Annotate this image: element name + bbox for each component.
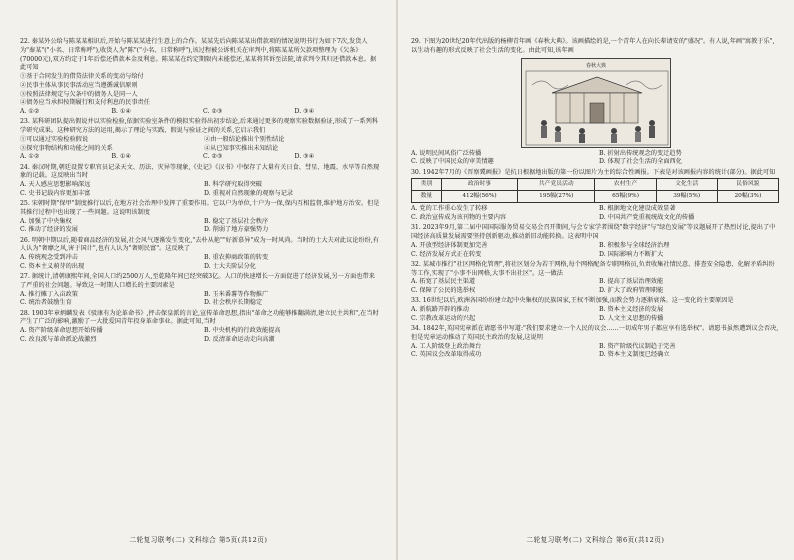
question-stem: 34. 1842年,英国宪章派在请愿书中写道:"我们要求建立一个人民的议会……一切成年男子都应享有选举权"。请愿书虽然遭到议会否决,但是宪章运动推动了英国民主政治的发展,这说明 bbox=[411, 325, 779, 341]
option-a[interactable]: A. ①② bbox=[20, 108, 40, 115]
question-stem: 32. 某城市推行"社区网格化管理",将社区划分为若干网格,每个网格配备专职网格员,负责收集社情民意、排查安全隐患、化解矛盾纠纷等工作,实现了"小事不出网格,大事不出社区"。这一做法 bbox=[411, 260, 775, 277]
option-d[interactable]: D. 资本主义制度已经确立 bbox=[599, 351, 670, 359]
new-year-painting-figure bbox=[521, 58, 671, 148]
right-page bbox=[397, 0, 794, 560]
table-cell: 39幅(5%) bbox=[656, 191, 717, 203]
question-stem: 33. 16世纪以后,欧洲各国纷纷建立起中央集权的民族国家,王权不断加强,而教会势力逐渐衰落。这一变化的主要原因是 bbox=[411, 297, 734, 305]
answer-options bbox=[411, 242, 779, 260]
option-b[interactable]: B. ①④ bbox=[111, 153, 132, 161]
option-a[interactable]: A. 说明民间风俗广泛传播 bbox=[411, 149, 482, 157]
question-23 bbox=[20, 118, 380, 162]
question-stem: 22. 秦某外公给与陈某某相识后,开始与陈某某进行生意上的合作。某某先后向陈某某出借款项的情况说明书行为如下7次,发货人为"秦某"("小名、日常称呼"),收货人为"陈"("小名、日常称呼"),该过程被公诉机关在审判中,将陈某某所欠款项整理为《欠条》(70000元),双方约定于1年后偿还借款本金及利息。陈某某在约定期限内未能偿还,某某将其诉至法院,请求判令其归还借款本息。据此可知 bbox=[20, 38, 377, 72]
question-26 bbox=[20, 237, 380, 272]
option-b[interactable]: B. 稳定了基层社会秩序 bbox=[204, 217, 269, 225]
answer-options bbox=[20, 153, 380, 162]
option-a[interactable]: A. ①② bbox=[20, 153, 40, 161]
question-stem: 30. 1942年7月的《晋察冀画报》是抗日根据地出版的第一份以图片为主的综合性画报。下表是对该画报内容的统计(部分)。据此可知 bbox=[411, 168, 776, 176]
answer-options bbox=[20, 218, 380, 236]
option-a[interactable]: A. 开放型经济体制更加完善 bbox=[411, 241, 488, 249]
answer-options bbox=[20, 327, 380, 345]
question-33 bbox=[411, 297, 779, 323]
table-cell: 65幅(9%) bbox=[595, 191, 656, 203]
option-d[interactable]: D. 反清革命运动走向高潮 bbox=[204, 335, 275, 343]
statement-item: ②民事主体从事民事活动应当遵循诚信原则 bbox=[20, 81, 138, 89]
answer-options bbox=[411, 150, 779, 168]
statement-item: ③按照法律规定与欠条中的债务人是同一人 bbox=[20, 90, 138, 98]
answer-options bbox=[411, 306, 779, 324]
page-footer: 二轮复习联考(二) 文科综合 第5页(共12页) bbox=[129, 536, 268, 544]
option-c[interactable]: C. 资本主义萌芽的出现 bbox=[20, 262, 85, 270]
question-stem: 27. 据统计,清朝康熙年间,全国人口约2500万人,至乾隆年间已经突破3亿。人口的快速增长一方面促进了经济发展,另一方面也带来了严重的社会问题。导致这一时期人口增长的主要因素是 bbox=[20, 273, 375, 289]
statement-item: ④从已知事实推出未知结论 bbox=[204, 144, 279, 152]
table-header-cell: 文化生活 bbox=[656, 179, 717, 191]
question-22 bbox=[20, 38, 380, 117]
question-stem: 23. 某科研团队提出假说并以实验检验,依据实验室条件的模拟实验得出初步结论,后来通过更多的观察实验数据验证,形成了一系列科学研究成果。这种研究方法的运用,揭示了理论与实践、假说与验证之间的关系,它启示我们 bbox=[20, 118, 379, 134]
option-c[interactable]: C. 统治者鼓励生育 bbox=[20, 299, 72, 307]
table-row bbox=[412, 191, 779, 203]
statement-items bbox=[20, 136, 380, 154]
option-b[interactable]: B. 折射出传统观念的变迁趋势 bbox=[599, 149, 682, 157]
answer-options bbox=[20, 108, 380, 117]
question-stem: 31. 2023年9月,第二届中国国际服务贸易交易会召开期间,与会专家学者围绕"数字经济"与"绿色发展"等议题展开了热烈讨论,提出了中国经济高质量发展需要坚持创新驱动,推动新旧动能转换。这表明中国 bbox=[411, 224, 776, 240]
answer-options bbox=[411, 278, 779, 296]
option-d[interactable]: D. 中国共产党重视统战文化的传播 bbox=[599, 214, 695, 221]
statement-item: ③探究事物结构和功能之间的关系 bbox=[20, 144, 113, 152]
answer-options bbox=[411, 205, 779, 223]
question-30 bbox=[411, 169, 779, 223]
option-d[interactable]: D. 士大夫阶层分化 bbox=[204, 262, 256, 270]
option-c[interactable]: C. 经济发展方式正在转变 bbox=[411, 250, 482, 258]
statement-item: ①可以通过实验检验假说 bbox=[20, 135, 89, 143]
question-27 bbox=[20, 273, 380, 308]
option-d[interactable]: D. 削弱了地方豪强势力 bbox=[204, 226, 269, 234]
option-a[interactable]: A. 党的工作重心发生了转移 bbox=[411, 205, 488, 213]
statistics-table bbox=[411, 178, 779, 203]
question-32 bbox=[411, 261, 779, 296]
question-stem: 25. 宋朝时期"保甲"制度推行以后,在地方社会治理中发挥了重要作用。它以户为单位,十户为一保,保内互相监督,维护地方治安。但是其推行过程中也出现了一些问题。这说明该制度 bbox=[20, 200, 380, 216]
question-stem: 28. 1903年章炳麟发表《驳康有为论革命书》,抨击保皇派的言论,宣传革命思想,指出"革命之功能够推翻满清,建立民主共和",在当时产生了广泛的影响,激励了一大批爱国青年投身革命事业。据此可知,当时 bbox=[20, 309, 379, 326]
option-b[interactable]: B. 提高了基层治理效能 bbox=[599, 278, 664, 286]
woodblock-illustration bbox=[522, 59, 671, 148]
option-b[interactable]: B. 中央机构的行政效能提高 bbox=[204, 327, 281, 334]
option-c[interactable]: C. 史书记载内容更加丰富 bbox=[20, 189, 91, 197]
option-c[interactable]: C. 宗教改革运动的兴起 bbox=[411, 314, 476, 322]
option-d[interactable]: D. 体现了社会生活的全面西化 bbox=[599, 158, 682, 166]
question-29 bbox=[411, 38, 779, 167]
option-d[interactable]: D. ③④ bbox=[294, 153, 315, 161]
answer-options bbox=[411, 343, 779, 361]
left-column bbox=[20, 38, 380, 346]
question-24 bbox=[20, 164, 380, 199]
answer-options bbox=[20, 181, 380, 199]
table-cell: 195幅(27%) bbox=[518, 191, 595, 203]
question-34 bbox=[411, 325, 779, 360]
question-28 bbox=[20, 310, 380, 345]
option-b[interactable]: B. 资本主义经济的发展 bbox=[599, 306, 664, 313]
statement-item: ④债务应当承担按期履行和支付利息的民事责任 bbox=[20, 99, 150, 107]
option-c[interactable]: C. 改良派与革命派论战激烈 bbox=[20, 335, 97, 343]
option-b[interactable]: B. 根据地文化建设成效显著 bbox=[599, 205, 676, 213]
option-d[interactable]: D. 人文主义思想的传播 bbox=[599, 314, 664, 322]
option-c[interactable]: C. 保障了公民的选举权 bbox=[411, 287, 476, 294]
option-a[interactable]: A. 工人阶级登上政治舞台 bbox=[411, 342, 482, 350]
question-stem: 26. 明朝中期以后,随着商品经济的发展,社会风气逐渐发生变化,"去朴从艳""好新慕异"成为一时风尚。当时的士大夫对此议论纷纷,有人认为"奢靡之风,害于国计",也有人认为"奢则民富"。这反映了 bbox=[20, 236, 379, 253]
question-stem: 29. 下图为20世纪20年代出版的杨柳青年画《春秋大典》。该画描绘的是,一个青年人在向长辈请安的"盛况"。有人说,年画"寓教于乐",以生动有趣的形式反映了社会生活的变化。由此可知,该年画 bbox=[411, 38, 775, 54]
option-c[interactable]: C. 英国议会改革取得成功 bbox=[411, 351, 482, 359]
option-a[interactable]: A. 新航路开辟的推动 bbox=[411, 306, 469, 313]
table-cell: 20幅(3%) bbox=[717, 191, 778, 203]
table-header-cell: 类别 bbox=[412, 179, 442, 191]
option-a[interactable]: A. 天人感应思想影响深远 bbox=[20, 181, 91, 188]
option-c[interactable]: C. ②③ bbox=[203, 153, 223, 161]
option-d[interactable]: D. 社会秩序长期稳定 bbox=[204, 299, 263, 307]
question-31 bbox=[411, 224, 779, 259]
option-d[interactable]: D. 国际影响力不断扩大 bbox=[599, 250, 664, 258]
option-a[interactable]: A. 拓宽了基层民主渠道 bbox=[411, 278, 476, 286]
option-a[interactable]: A. 推行摊丁入亩政策 bbox=[20, 290, 78, 298]
table-header-cell: 民俗风貌 bbox=[717, 179, 778, 191]
question-25 bbox=[20, 200, 380, 235]
option-c[interactable]: C. 反映了中国民众的审美情趣 bbox=[411, 158, 494, 166]
option-b[interactable]: B. 资产阶级代议制趋于完善 bbox=[599, 342, 676, 350]
option-a[interactable]: A. 资产阶级革命思想开始传播 bbox=[20, 327, 103, 334]
page-footer: 二轮复习联考(二) 文科综合 第6页(共12页) bbox=[526, 536, 665, 544]
figure-caption: 春秋大典 bbox=[585, 62, 606, 69]
option-b[interactable]: B. 科学研究取得突破 bbox=[204, 181, 262, 188]
table-header-cell: 共产党员活动 bbox=[518, 179, 595, 191]
question-stem: 24. 秦汉时期,朝廷设置专职官员记录天文、历法、灾异等现象,《史记》《汉书》中保存了大量有关日食、彗星、地震、水旱等自然现象的记载。这反映出当时 bbox=[20, 163, 380, 180]
option-c[interactable]: C. 推动了经济的发展 bbox=[20, 226, 78, 234]
option-d[interactable]: D. 扩大了政府管理职能 bbox=[599, 287, 664, 294]
option-b[interactable]: B. ①④ bbox=[111, 108, 132, 115]
option-c[interactable]: C. ②③ bbox=[203, 108, 223, 115]
table-row-label: 数量 bbox=[412, 191, 442, 203]
option-b[interactable]: B. 玉米番薯等作物推广 bbox=[204, 290, 269, 298]
option-b[interactable]: B. 重农抑商政策的转变 bbox=[204, 254, 269, 261]
answer-options bbox=[20, 291, 380, 309]
option-a[interactable]: A. 传统观念受到冲击 bbox=[20, 254, 78, 261]
statement-item: ①基于合同发生的借贷法律关系的变动与给付 bbox=[20, 73, 144, 80]
right-column bbox=[411, 38, 779, 362]
table-header-row bbox=[412, 179, 779, 191]
answer-options bbox=[20, 254, 380, 272]
table-cell: 412幅(56%) bbox=[441, 191, 517, 203]
option-d[interactable]: D. 重视对自然现象的观察与记录 bbox=[204, 189, 294, 197]
option-d[interactable]: D. ③④ bbox=[294, 108, 315, 115]
table-header-cell: 政治时事 bbox=[441, 179, 517, 191]
option-a[interactable]: A. 加强了中央集权 bbox=[20, 217, 72, 225]
option-b[interactable]: B. 积极参与全球经济治理 bbox=[599, 241, 670, 249]
option-c[interactable]: C. 政治宣传成为该刊物的主要内容 bbox=[411, 214, 507, 221]
table-header-cell: 农村生产 bbox=[595, 179, 656, 191]
statement-item: ②由一般结论推出个别性结论 bbox=[204, 135, 285, 143]
